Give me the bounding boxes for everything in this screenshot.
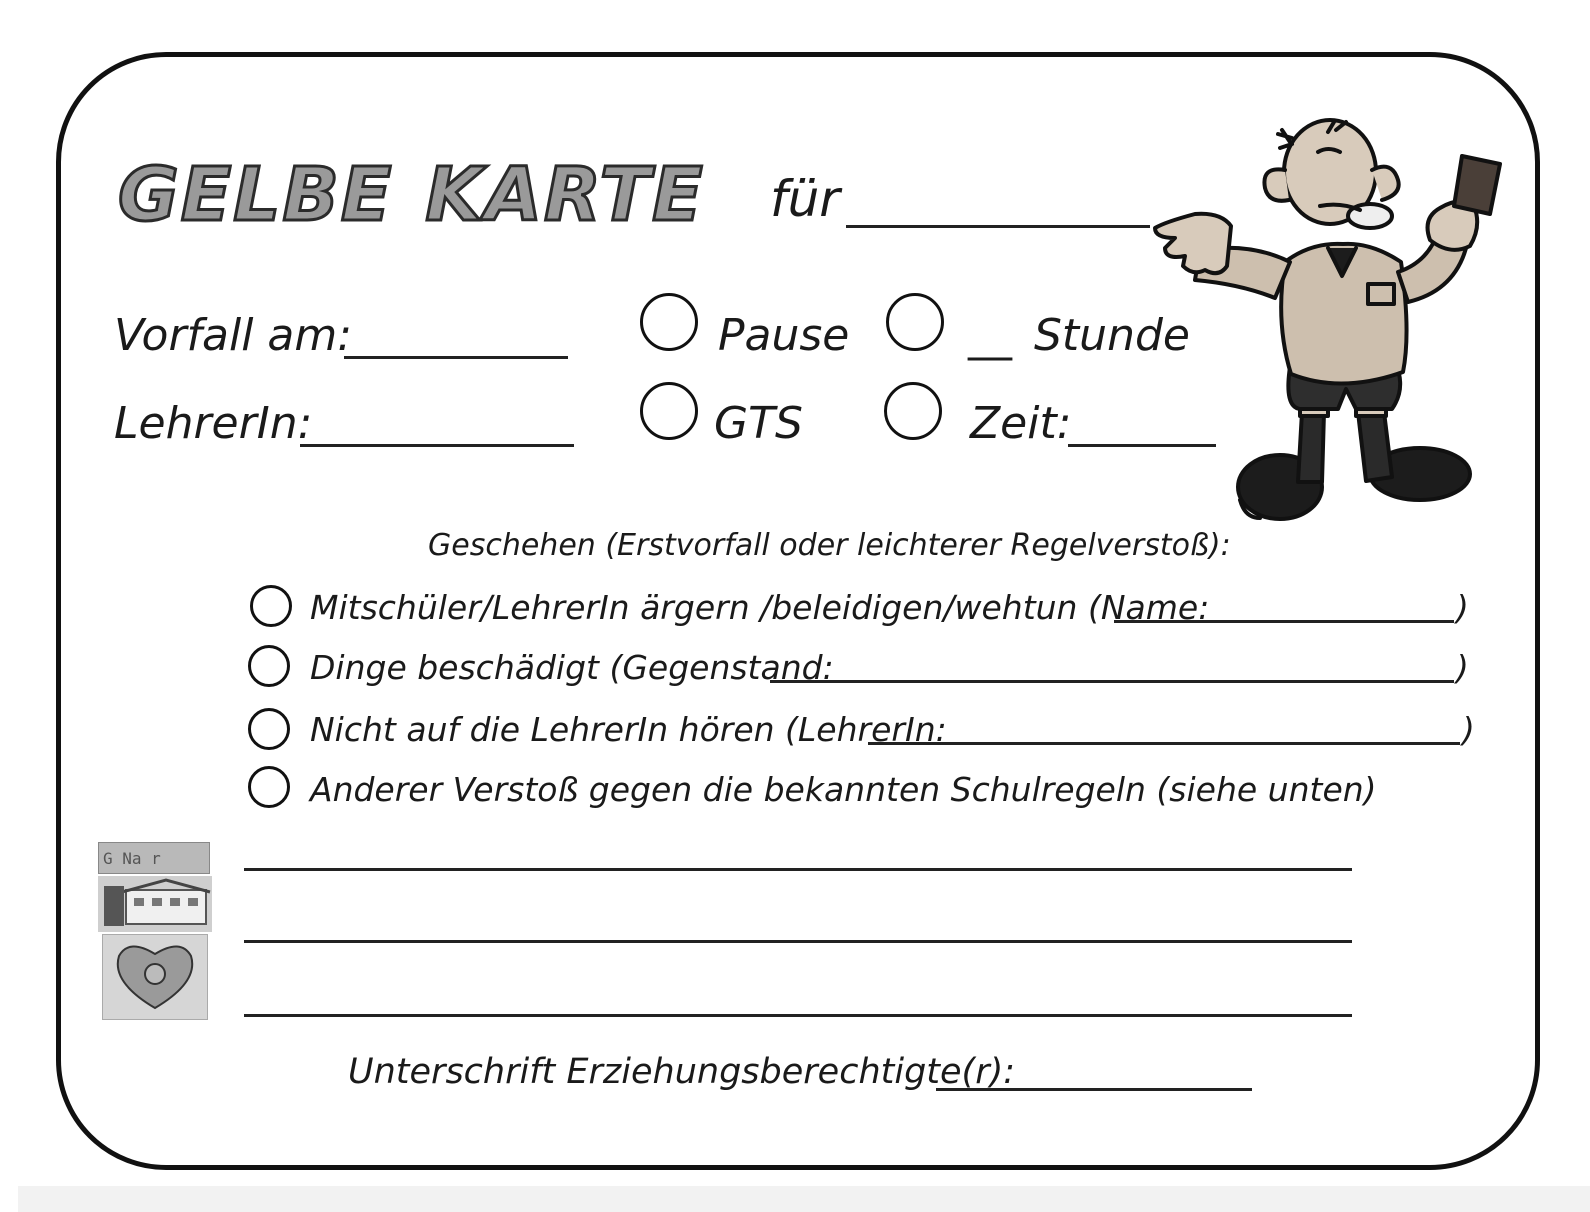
- teacher-line[interactable]: [300, 444, 574, 447]
- stunde-radio[interactable]: [886, 293, 944, 351]
- item-insult-label: Mitschüler/LehrerIn ärgern /beleidigen/wehtun (Name:: [310, 588, 1210, 627]
- section-heading: Geschehen (Erstvorfall oder leichterer Regelverstoß):: [428, 528, 1231, 563]
- signature-line[interactable]: [936, 1088, 1252, 1091]
- notes-line-1[interactable]: [244, 868, 1352, 871]
- page-bottom-edge: [18, 1186, 1590, 1212]
- pause-label: Pause: [718, 310, 850, 361]
- incident-date-line[interactable]: [344, 356, 568, 359]
- item-other-label: Anderer Verstoß gegen die bekannten Schulregeln (siehe unten): [310, 770, 1377, 809]
- heart-artwork-icon: [102, 934, 208, 1020]
- school-building-icon: [98, 876, 212, 932]
- logo-text-strip: G Na r: [98, 842, 210, 874]
- zeit-radio[interactable]: [884, 382, 942, 440]
- gts-label: GTS: [714, 398, 803, 449]
- signature-label: Unterschrift Erziehungsberechtigte(r):: [348, 1052, 1016, 1092]
- item-not-listening-label: Nicht auf die LehrerIn hören (LehrerIn:: [310, 710, 947, 749]
- item-insult-name-line[interactable]: [1114, 620, 1454, 623]
- teacher-label: LehrerIn:: [114, 398, 313, 449]
- title-word-gelbe: GELBE: [118, 152, 394, 238]
- item-damage-label: Dinge beschädigt (Gegenstand:: [310, 648, 834, 687]
- item-not-listening-radio[interactable]: [248, 708, 290, 750]
- item-not-listening-teacher-line[interactable]: [868, 742, 1460, 745]
- notes-line-2[interactable]: [244, 940, 1352, 943]
- fuer-label: für: [770, 170, 840, 228]
- item-damage-radio[interactable]: [248, 645, 290, 687]
- item-insult-close: ): [1456, 588, 1469, 627]
- stunde-blank[interactable]: __: [968, 310, 1012, 361]
- incident-date-label: Vorfall am:: [114, 310, 353, 361]
- pause-radio[interactable]: [640, 293, 698, 351]
- item-damage-close: ): [1456, 648, 1469, 687]
- item-damage-object-line[interactable]: [770, 680, 1454, 683]
- stunde-label: Stunde: [1034, 310, 1190, 361]
- student-name-line[interactable]: [846, 225, 1150, 228]
- title-word-karte: KARTE: [425, 152, 705, 238]
- referee-icon: [1140, 112, 1520, 532]
- notes-line-3[interactable]: [244, 1014, 1352, 1017]
- card-title: [118, 152, 705, 238]
- gts-radio[interactable]: [640, 382, 698, 440]
- item-not-listening-close: ): [1462, 710, 1475, 749]
- item-other-radio[interactable]: [248, 766, 290, 808]
- zeit-label: Zeit:: [970, 398, 1072, 449]
- school-logo-icon: [96, 840, 214, 1026]
- item-insult-radio[interactable]: [250, 585, 292, 627]
